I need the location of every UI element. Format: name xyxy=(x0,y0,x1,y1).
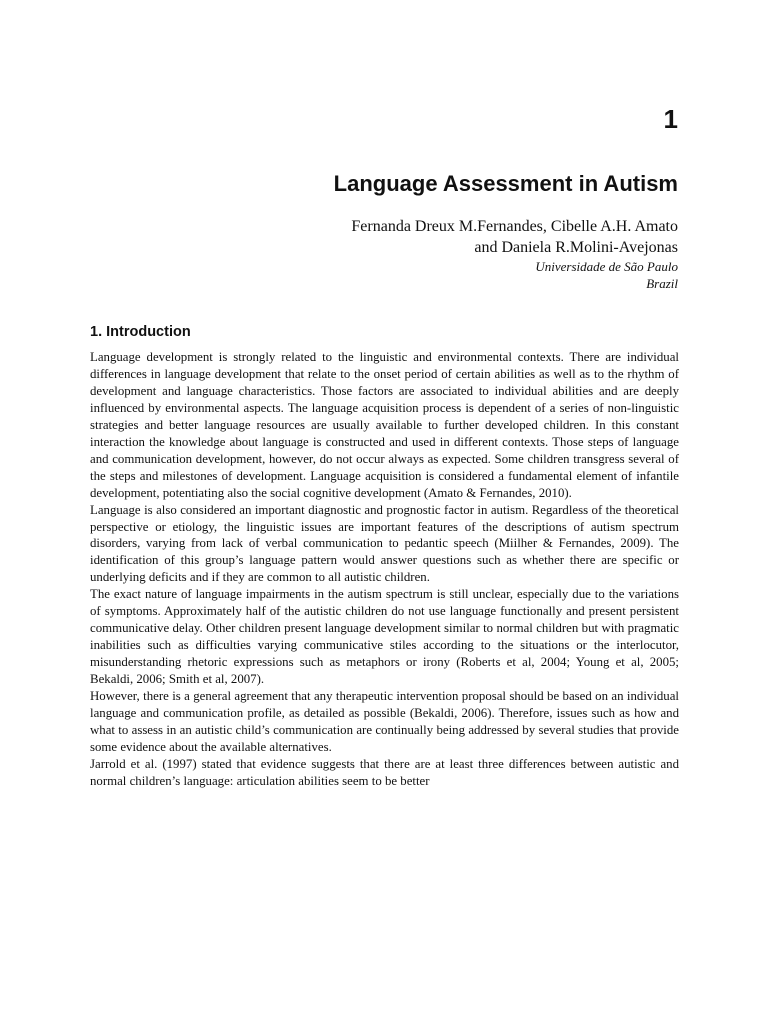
author-list xyxy=(178,216,678,258)
chapter-number: 1 xyxy=(663,104,678,134)
author-line: Fernanda Dreux M.Fernandes, Cibelle A.H. Amato xyxy=(351,218,678,235)
author-line: and Daniela R.Molini-Avejonas xyxy=(474,239,678,256)
affiliation-country: Brazil xyxy=(646,276,678,291)
affiliation xyxy=(278,258,678,292)
body-paragraph: The exact nature of language impairments in the autism spectrum is still unclear, especially due to the variations of symptoms. Approximately half of the autistic children do not use language functionally and present persistent communicative delay. Other children present language development similar to normal children but with pragmatic inabilities such as difficulties varying communicative stiles according to the situations or the interlocutor, misunderstanding rhetoric expressions such as metaphors or irony (Roberts et al, 2004; Young et al, 2005; Bekaldi, 2006; Smith et al, 2007). xyxy=(90,587,679,687)
affiliation-institution: Universidade de São Paulo xyxy=(535,259,678,274)
chapter-title: Language Assessment in Autism xyxy=(333,171,678,196)
section-heading: 1. Introduction xyxy=(90,324,191,340)
section-body xyxy=(90,349,679,790)
body-paragraph: Language development is strongly related to the linguistic and environmental contexts. There are individual differences in language development that relate to the onset period of certain abilities as well as to the rhythm of development and language characteristics. Those factors are associated to individual abilities and are deeply influenced by environmental aspects. The language acquisition process is dependent of a series of non-linguistic strategies and better language resources are usually available to further developed children. In this constant interaction the knowledge about language is constructed and used in different contexts. Those steps of language and communication development, however, do not occur always as expected. Some children transgress several of the steps and milestones of development. Language acquisition is considered a fundamental element of infantile development, potentiating also the social cognitive development (Amato & Fernandes, 2010). xyxy=(90,350,679,500)
body-paragraph: Jarrold et al. (1997) stated that evidence suggests that there are at least three differences between autistic and normal children’s language: articulation abilities seem to be better xyxy=(90,756,679,788)
body-paragraph: Language is also considered an important diagnostic and prognostic factor in autism. Regardless of the theoretical perspective or etiology, the linguistic issues are important features of the descriptions of autism spectrum disorders, varying from lack of verbal communication to pedantic speech (Miilher & Fernandes, 2009). The identification of this group’s language pattern would answer questions such as whether there are specific or underlying deficits and if they are common to all autistic children. xyxy=(90,502,679,585)
body-paragraph: However, there is a general agreement that any therapeutic intervention proposal should be based on an individual language and communication profile, as detailed as possible (Bekaldi, 2006). Therefore, issues such as how and what to assess in an autistic child’s communication are continually being addressed by several studies that provide some evidence about the available alternatives. xyxy=(90,689,679,754)
